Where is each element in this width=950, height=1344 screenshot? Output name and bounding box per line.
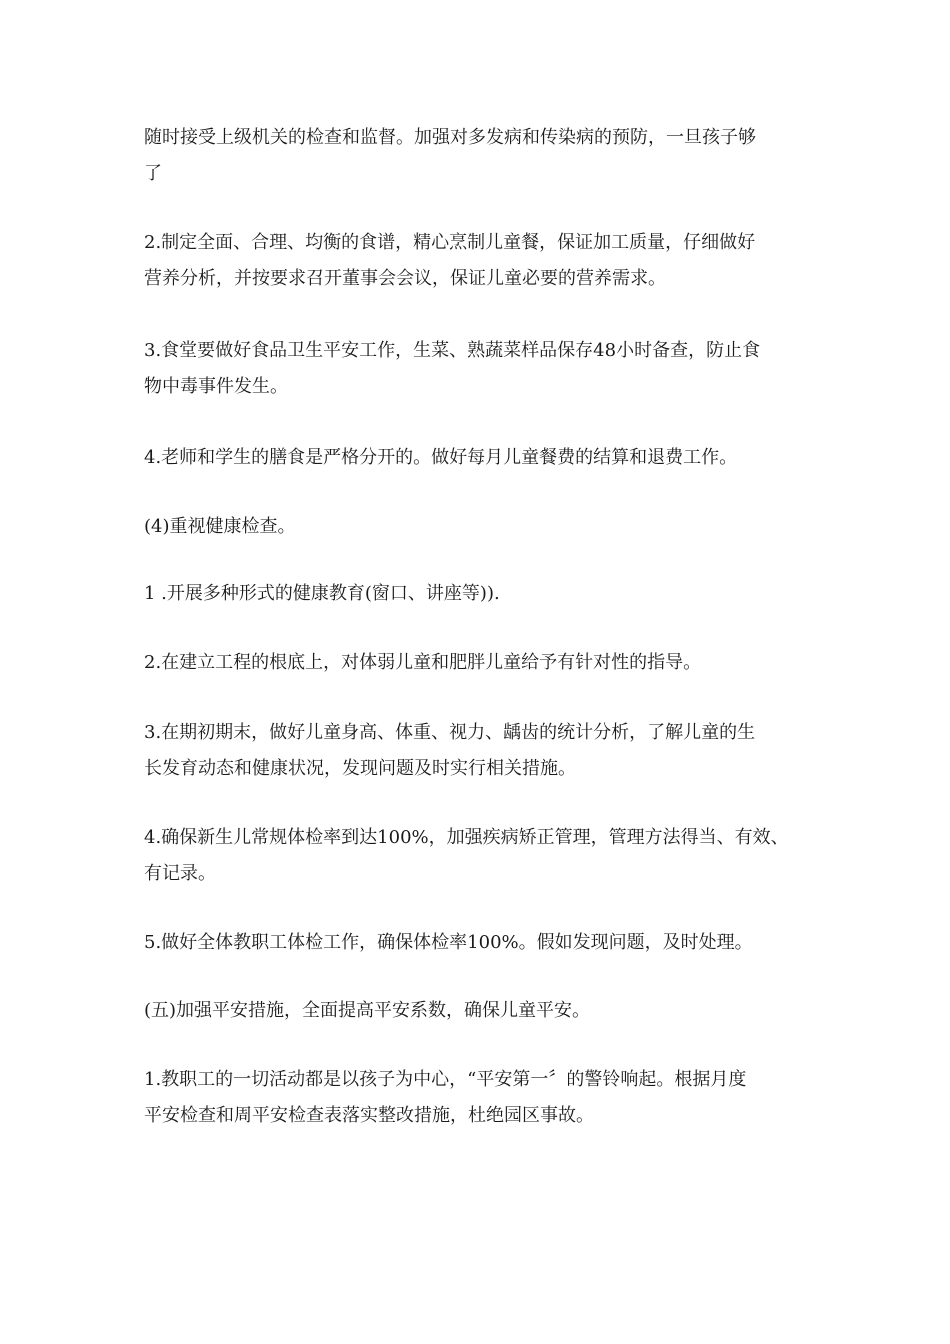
section-heading-health-check xyxy=(144,509,824,545)
paragraph-canteen xyxy=(144,333,824,405)
paragraph-statistics xyxy=(144,715,824,787)
paragraph-line: 2.在建立工程的根底上，对体弱儿童和肥胖儿童给予有针对性的指导。 xyxy=(144,652,702,673)
paragraph-line: 了 xyxy=(144,163,162,184)
paragraph-meals xyxy=(144,440,824,476)
paragraph-guidance xyxy=(144,645,824,681)
section-heading-safety xyxy=(144,993,824,1029)
paragraph-line: 1.教职工的一切活动都是以孩子为中心，“平安第一〞的警铃响起。根据月度 xyxy=(144,1069,747,1090)
paragraph-line: 营养分析，并按要求召开董事会会议，保证儿童必要的营养需求。 xyxy=(144,268,666,289)
paragraph-line: (五)加强平安措施，全面提高平安系数，确保儿童平安。 xyxy=(144,1000,591,1021)
paragraph-line: 3.食堂要做好食品卫生平安工作，生菜、熟蔬菜样品保存48小时备查，防止食 xyxy=(144,340,761,361)
paragraph-line: 有记录。 xyxy=(144,863,216,884)
paragraph-newborn-exam xyxy=(144,820,824,892)
paragraph-menu xyxy=(144,225,824,297)
paragraph-line: (4)重视健康检查。 xyxy=(144,516,296,537)
paragraph-line: 1 .开展多种形式的健康教育(窗口、讲座等)). xyxy=(144,583,500,604)
paragraph-line: 4.确保新生儿常规体检率到达100%，加强疾病矫正管理，管理方法得当、有效、 xyxy=(144,827,789,848)
paragraph-line: 2.制定全面、合理、均衡的食谱，精心烹制儿童餐，保证加工质量，仔细做好 xyxy=(144,232,756,253)
paragraph-line: 平安检查和周平安检查表落实整改措施，杜绝园区事故。 xyxy=(144,1105,594,1126)
paragraph-safety-first xyxy=(144,1062,824,1134)
paragraph-supervision xyxy=(144,120,824,192)
paragraph-line: 4.老师和学生的膳食是严格分开的。做好每月儿童餐费的结算和退费工作。 xyxy=(144,447,738,468)
paragraph-line: 3.在期初期末，做好儿童身高、体重、视力、龋齿的统计分析，了解儿童的生 xyxy=(144,722,756,743)
paragraph-line: 5.做好全体教职工体检工作，确保体检率100%。假如发现问题，及时处理。 xyxy=(144,932,753,953)
paragraph-line: 长发育动态和健康状况，发现问题及时实行相关措施。 xyxy=(144,758,576,779)
paragraph-line: 物中毒事件发生。 xyxy=(144,376,288,397)
paragraph-staff-exam xyxy=(144,925,824,961)
paragraph-health-education xyxy=(144,576,824,612)
paragraph-line: 随时接受上级机关的检查和监督。加强对多发病和传染病的预防，一旦孩子够 xyxy=(144,127,756,148)
